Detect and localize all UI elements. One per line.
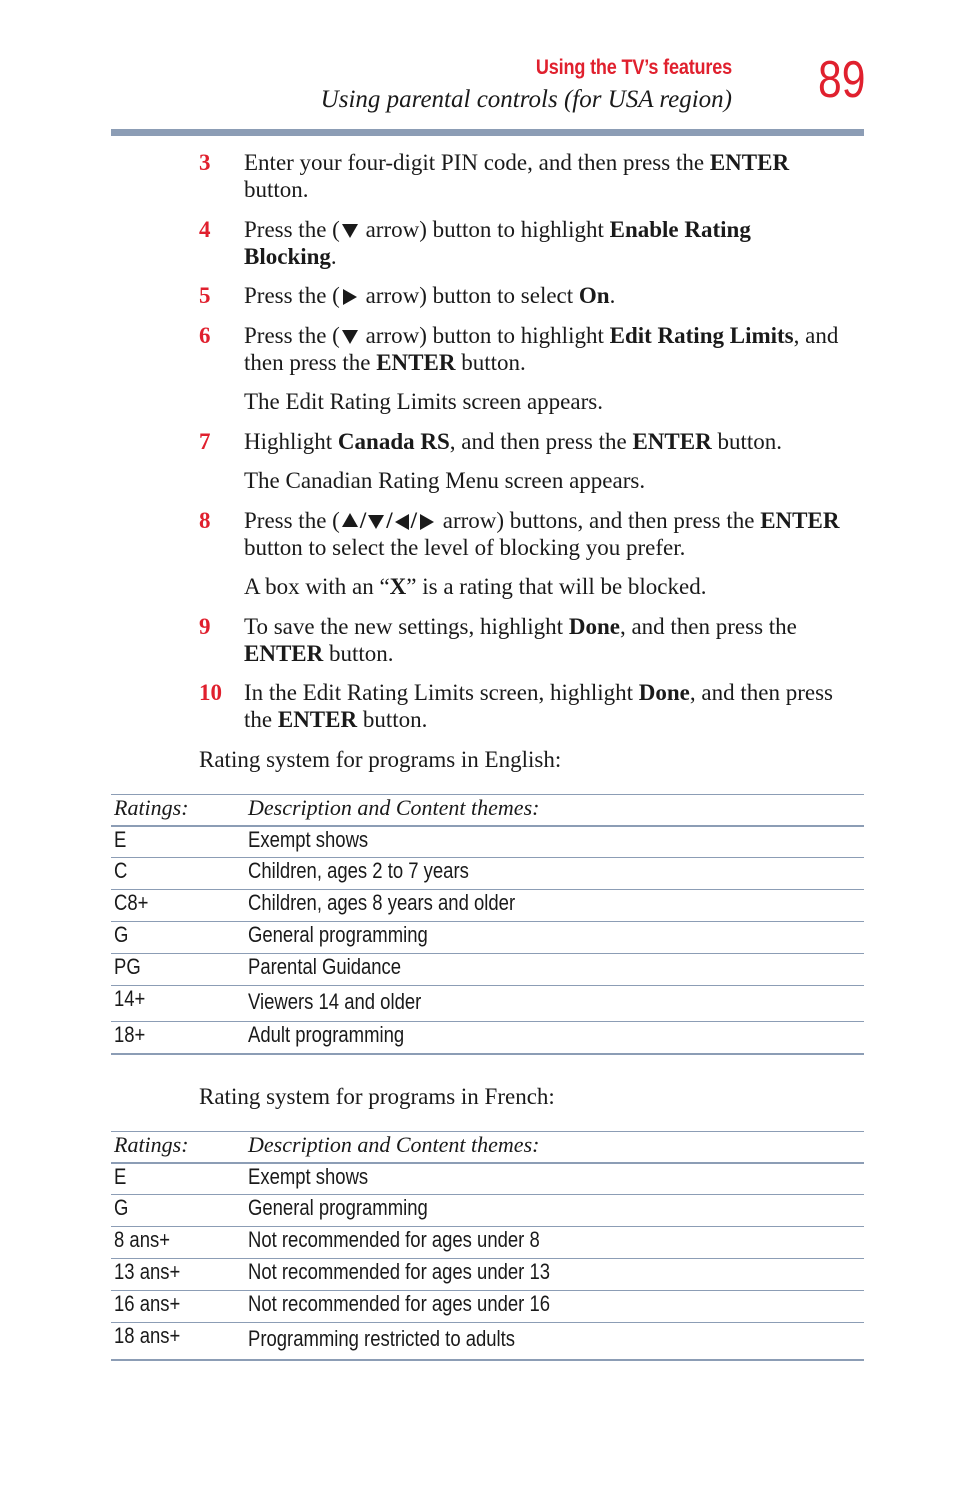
column-header-ratings: Ratings: bbox=[111, 1132, 245, 1163]
rating-code: E bbox=[114, 1163, 127, 1189]
step-7-note: The Canadian Rating Menu screen appears. bbox=[244, 468, 646, 493]
english-table-intro: Rating system for programs in English: bbox=[199, 747, 562, 772]
french-table-intro: Rating system for programs in French: bbox=[199, 1084, 555, 1109]
section-title: Using the TV’s features bbox=[535, 56, 732, 79]
step-6-note: The Edit Rating Limits screen appears. bbox=[244, 389, 603, 414]
step-text: Enter your four-digit PIN code, and then press the ENTER button. bbox=[244, 150, 790, 202]
rating-code: G bbox=[114, 922, 129, 947]
table-row bbox=[111, 826, 864, 858]
french-ratings-table bbox=[111, 1131, 864, 1361]
rating-code: 18 ans+ bbox=[114, 1323, 181, 1348]
rating-code: C bbox=[114, 858, 128, 883]
step-number: 9 bbox=[199, 614, 211, 639]
table-row bbox=[111, 1227, 864, 1259]
step-number: 7 bbox=[199, 429, 211, 454]
down-arrow-icon bbox=[342, 224, 358, 238]
table-header-row bbox=[111, 1132, 864, 1163]
step-number: 10 bbox=[199, 680, 222, 705]
step-text: Press the ( arrow) button to highlight Enable Rating Blocking. bbox=[244, 217, 751, 269]
rating-description: Children, ages 2 to 7 years bbox=[248, 858, 469, 883]
step-number: 5 bbox=[199, 283, 211, 308]
table-row bbox=[111, 1163, 864, 1195]
rating-description: Programming restricted to adults bbox=[248, 1326, 516, 1351]
right-arrow-icon bbox=[420, 514, 434, 530]
step-text: Highlight Canada RS, and then press the ENTER button. bbox=[244, 429, 782, 454]
step-text: In the Edit Rating Limits screen, highlight Done, and then press the ENTER button. bbox=[244, 680, 833, 732]
table-row bbox=[111, 1195, 864, 1227]
step-text: Press the ( arrow) button to highlight Edit Rating Limits, and then press the ENTER button. bbox=[244, 323, 839, 375]
down-arrow-icon bbox=[368, 515, 384, 529]
rating-code: PG bbox=[114, 954, 141, 979]
column-header-ratings: Ratings: bbox=[111, 795, 245, 826]
rating-code: G bbox=[114, 1195, 129, 1220]
rating-code: 18+ bbox=[114, 1022, 146, 1047]
rating-description: Viewers 14 and older bbox=[248, 989, 422, 1014]
up-arrow-icon bbox=[342, 513, 358, 527]
rating-code: 14+ bbox=[114, 986, 146, 1011]
rating-description: Children, ages 8 years and older bbox=[248, 890, 516, 915]
rating-code: 8 ans+ bbox=[114, 1227, 171, 1252]
rating-description: Adult programming bbox=[248, 1022, 405, 1047]
table-row bbox=[111, 1291, 864, 1323]
step-number: 8 bbox=[199, 508, 211, 533]
step-number: 4 bbox=[199, 217, 211, 242]
rating-description: Parental Guidance bbox=[248, 954, 402, 979]
rating-description: Exempt shows bbox=[248, 826, 369, 852]
rating-description: General programming bbox=[248, 922, 428, 947]
table-row bbox=[111, 954, 864, 986]
right-arrow-icon bbox=[343, 289, 357, 305]
step-number: 6 bbox=[199, 323, 211, 348]
left-arrow-icon bbox=[395, 514, 409, 530]
down-arrow-icon bbox=[342, 330, 358, 344]
table-row bbox=[111, 890, 864, 922]
step-text: Press the ( / / / arrow) buttons, and then press the ENTER button to select the level of blocking you prefer. bbox=[244, 508, 840, 560]
rating-description: Not recommended for ages under 16 bbox=[248, 1291, 551, 1316]
step-number: 3 bbox=[199, 150, 211, 175]
rating-code: C8+ bbox=[114, 890, 149, 915]
rating-code: 13 ans+ bbox=[114, 1259, 181, 1284]
table-row bbox=[111, 986, 864, 1022]
column-header-description: Description and Content themes: bbox=[245, 795, 864, 826]
step-text: Press the ( arrow) button to select On. bbox=[244, 283, 616, 308]
table-row bbox=[111, 922, 864, 954]
table-header-row bbox=[111, 795, 864, 826]
step-text: To save the new settings, highlight Done, and then press the ENTER button. bbox=[244, 614, 797, 666]
rating-description: Not recommended for ages under 13 bbox=[248, 1259, 551, 1284]
header-rule bbox=[111, 129, 864, 136]
rating-code: E bbox=[114, 826, 127, 852]
rating-description: Not recommended for ages under 8 bbox=[248, 1227, 540, 1252]
rating-code: 16 ans+ bbox=[114, 1291, 181, 1316]
rating-description: General programming bbox=[248, 1195, 428, 1220]
step-8-note: A box with an “X” is a rating that will be blocked. bbox=[244, 574, 707, 599]
table-row bbox=[111, 1259, 864, 1291]
page-number: 89 bbox=[818, 51, 866, 109]
rating-description: Exempt shows bbox=[248, 1163, 369, 1189]
subsection-title: Using parental controls (for USA region) bbox=[320, 86, 732, 113]
table-row bbox=[111, 1323, 864, 1360]
table-row bbox=[111, 858, 864, 890]
column-header-description: Description and Content themes: bbox=[245, 1132, 864, 1163]
english-ratings-table bbox=[111, 794, 864, 1055]
table-row bbox=[111, 1022, 864, 1054]
